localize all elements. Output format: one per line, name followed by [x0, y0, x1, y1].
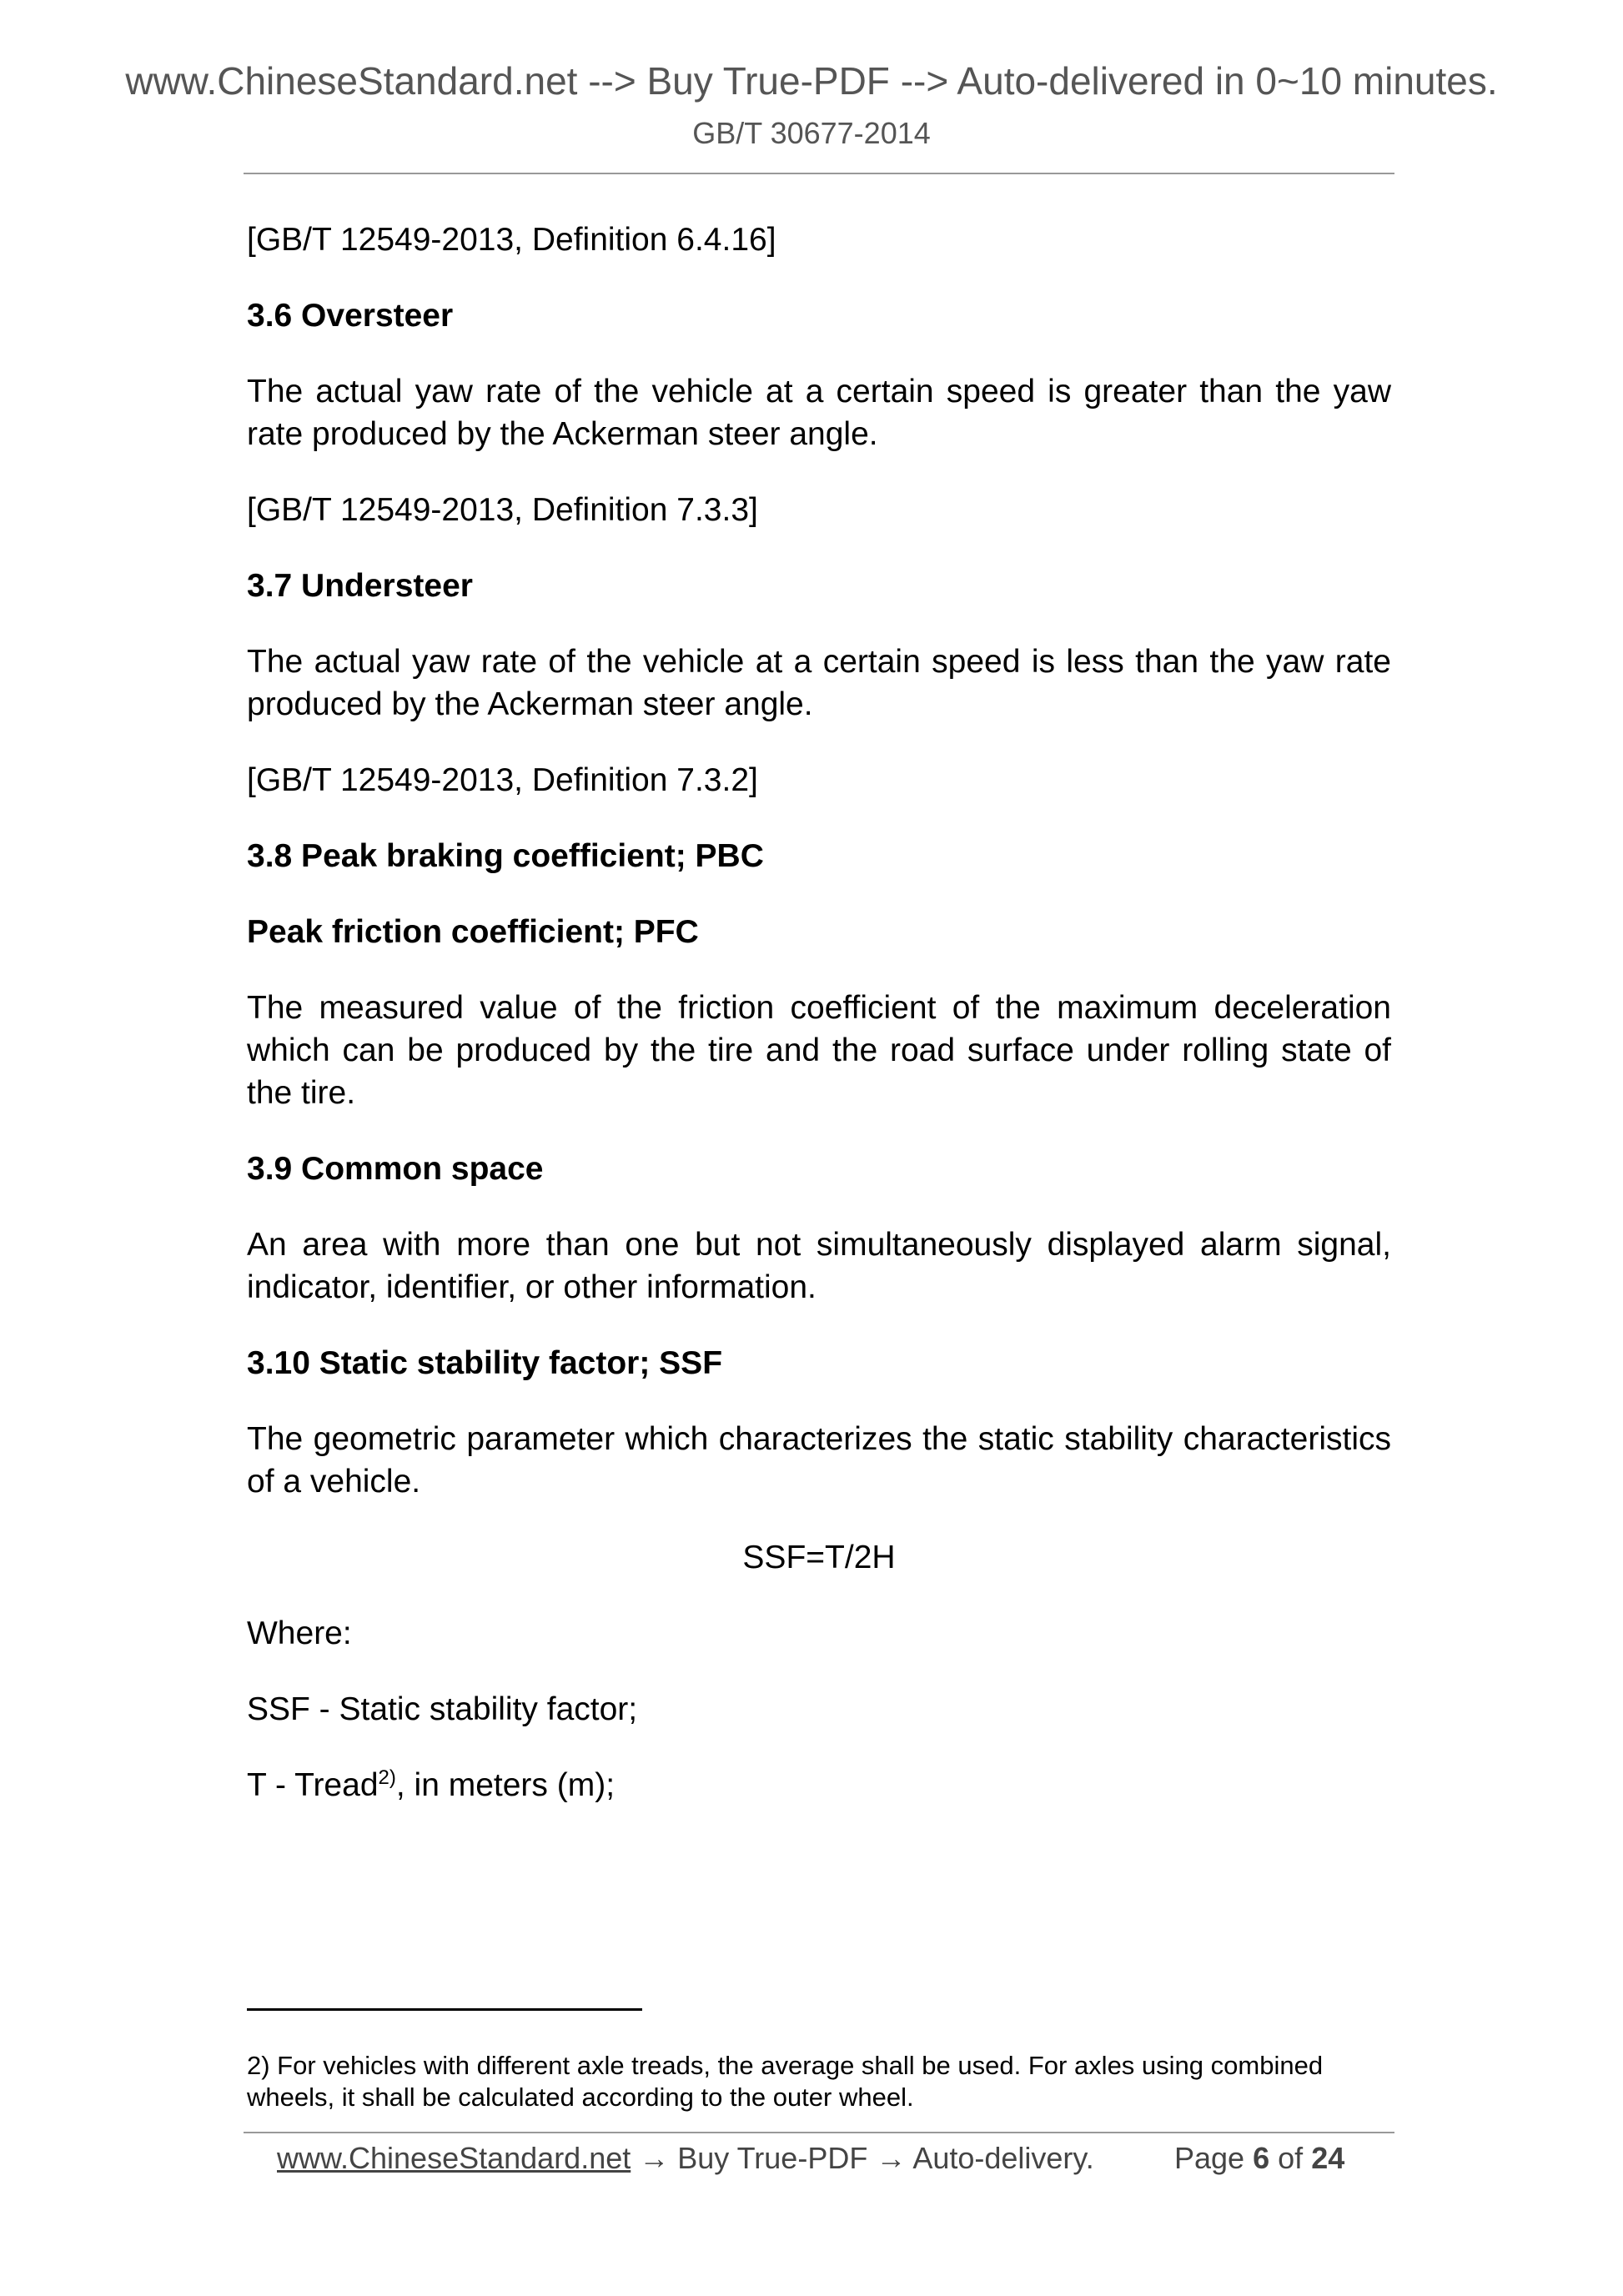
section-3-9-title: 3.9 Common space: [247, 1151, 544, 1187]
page-indicator: [1174, 2140, 1344, 2177]
definition-tread-prefix: T - Tread: [247, 1767, 379, 1803]
footnote-ref-2: 2): [378, 1766, 396, 1789]
footer-divider: [244, 2132, 1394, 2133]
section-3-9-text: An area with more than one but not simultaneously displayed alarm signal, indicator, identifier, or other information.: [247, 1227, 1391, 1305]
definition-tread: [247, 1764, 1391, 1806]
section-3-7-text: The actual yaw rate of the vehicle at a certain speed is less than the yaw rate produced by the Ackerman steer angle.: [247, 644, 1391, 722]
footnote-divider: [247, 2008, 642, 2011]
footer-site-link[interactable]: www.ChineseStandard.net: [277, 2141, 631, 2175]
definition-tread-suffix: , in meters (m);: [395, 1767, 616, 1803]
section-3-6-text: The actual yaw rate of the vehicle at a certain speed is greater than the yaw rate produced by the Ackerman steer angle.: [247, 374, 1391, 452]
where-label: Where:: [247, 1615, 352, 1651]
of-label: of: [1278, 2141, 1304, 2175]
section-3-8-text: The measured value of the friction coefficient of the maximum deceleration which can be produced by the tire and the road surface under rolling state of the tire.: [247, 990, 1391, 1111]
section-3-10-title: 3.10 Static stability factor; SSF: [247, 1345, 723, 1381]
footer-text: → Buy True-PDF → Auto-delivery.: [631, 2141, 1094, 2175]
header-divider: [244, 173, 1394, 174]
page-total: 24: [1311, 2141, 1345, 2175]
document-body: [247, 219, 1391, 1840]
standard-number: GB/T 30677-2014: [692, 116, 931, 150]
section-3-7-title: 3.7 Understeer: [247, 568, 473, 604]
reference-7-3-3: [GB/T 12549-2013, Definition 7.3.3]: [247, 492, 758, 528]
page-number: 6: [1253, 2141, 1270, 2175]
reference-6-4-16: [GB/T 12549-2013, Definition 6.4.16]: [247, 222, 776, 258]
ssf-formula: SSF=T/2H: [742, 1540, 896, 1575]
section-3-10-text: The geometric parameter which characterizes the static stability characteristics of a vehicle.: [247, 1421, 1391, 1500]
section-3-8-title: 3.8 Peak braking coefficient; PBC: [247, 838, 764, 874]
footnote-2: 2) For vehicles with different axle treads, the average shall be used. For axles using combined wheels, it shall be calculated according to the outer wheel.: [247, 2051, 1324, 2112]
section-3-8-alt-title: Peak friction coefficient; PFC: [247, 914, 699, 950]
section-3-6-title: 3.6 Oversteer: [247, 298, 454, 334]
page-footer: [277, 2140, 1361, 2177]
page-label: Page: [1174, 2141, 1245, 2175]
definition-ssf: SSF - Static stability factor;: [247, 1691, 638, 1727]
header-banner: www.ChineseStandard.net --> Buy True-PDF --> Auto-delivered in 0~10 minutes.: [125, 59, 1498, 103]
reference-7-3-2: [GB/T 12549-2013, Definition 7.3.2]: [247, 762, 758, 798]
